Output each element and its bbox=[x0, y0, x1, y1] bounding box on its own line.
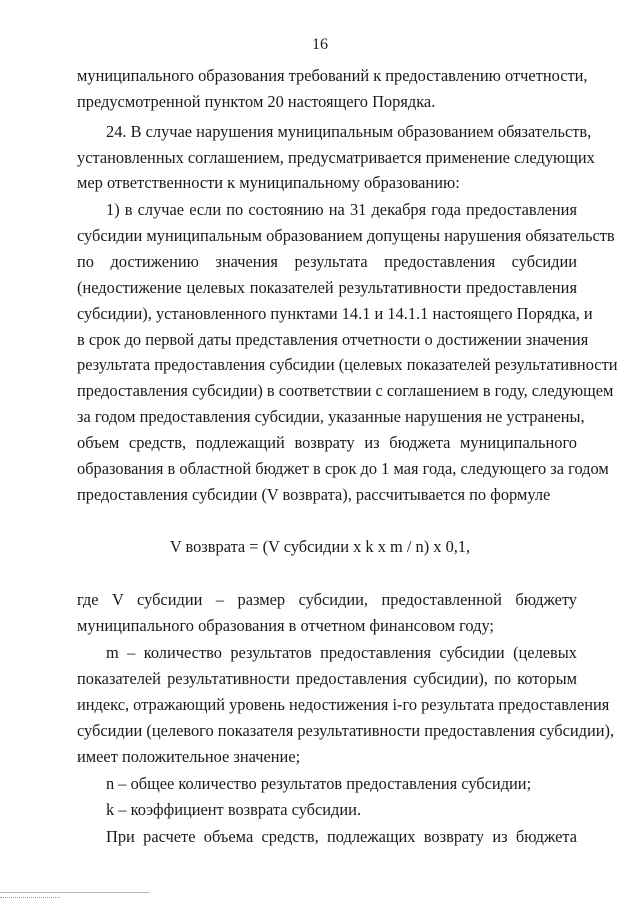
text-line: 1) в случае если по состоянию на 31 декабря года предоставления bbox=[106, 200, 577, 219]
text-line: по достижению значения результата предоставления субсидии bbox=[77, 252, 577, 271]
text-line: 24. В случае нарушения муниципальным образованием обязательств, bbox=[106, 122, 592, 141]
text-line: муниципального образования в отчетном финансовом году; bbox=[77, 616, 494, 635]
text-line: (недостижение целевых показателей результативности предоставления bbox=[77, 278, 577, 297]
page-number: 16 bbox=[312, 36, 328, 53]
text-line: имеет положительное значение; bbox=[77, 747, 301, 766]
text-line: результата предоставления субсидии (целевых показателей результативности bbox=[77, 355, 618, 374]
scan-edge-line bbox=[0, 892, 150, 893]
text-line: предусмотренной пунктом 20 настоящего Порядка. bbox=[77, 92, 436, 111]
text-line: муниципального образования требований к предоставлению отчетности, bbox=[77, 66, 588, 85]
text-line: где V субсидии – размер субсидии, предоставленной бюджету bbox=[77, 590, 577, 609]
text-line: в срок до первой даты представления отчетности о достижении значения bbox=[77, 330, 589, 349]
scan-edge-line bbox=[0, 897, 60, 898]
text-line: образования в областной бюджет в срок до 1 мая года, следующего за годом bbox=[77, 459, 609, 478]
text-line: n – общее количество результатов предоставления субсидии; bbox=[106, 774, 532, 793]
text-line: субсидии (целевого показателя результативности предоставления субсидии), bbox=[77, 721, 615, 740]
text-line: предоставления субсидии (V возврата), рассчитывается по формуле bbox=[77, 485, 551, 504]
text-line: индекс, отражающий уровень недостижения i-го результата предоставления bbox=[77, 695, 610, 714]
text-line: объем средств, подлежащий возврату из бюджета муниципального bbox=[77, 433, 577, 452]
text-line: m – количество результатов предоставления субсидии (целевых bbox=[106, 643, 577, 662]
text-line: за годом предоставления субсидии, указанные нарушения не устранены, bbox=[77, 407, 585, 426]
text-line: субсидии муниципальным образованием допущены нарушения обязательств bbox=[77, 226, 615, 245]
text-line: При расчете объема средств, подлежащих возврату из бюджета bbox=[106, 827, 577, 846]
text-line: субсидии), установленного пунктами 14.1 и 14.1.1 настоящего Порядка, и bbox=[77, 304, 593, 323]
formula: V возврата = (V субсидии x k x m / n) x 0,1, bbox=[169, 537, 471, 556]
text-line: установленных соглашением, предусматривается применение следующих bbox=[77, 148, 595, 167]
text-line: предоставления субсидии) в соответствии с соглашением в году, следующем bbox=[77, 381, 614, 400]
text-line: k – коэффициент возврата субсидии. bbox=[106, 800, 362, 819]
text-line: показателей результативности предоставления субсидии), по которым bbox=[77, 669, 577, 688]
text-line: мер ответственности к муниципальному образованию: bbox=[77, 173, 460, 192]
